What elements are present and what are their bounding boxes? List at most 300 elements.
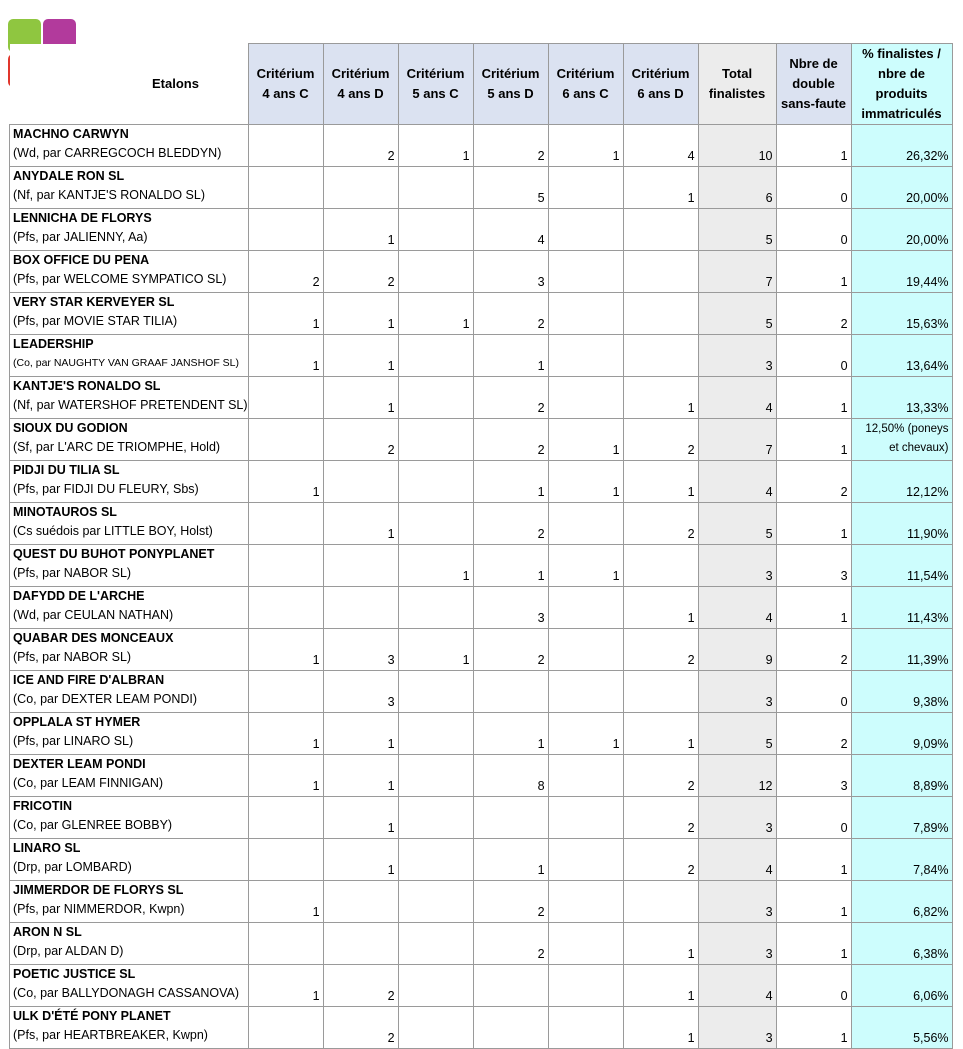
stallion-name: DAFYDD DE L'ARCHE bbox=[13, 589, 145, 603]
cell-double: 0 bbox=[776, 797, 851, 839]
cell-c6c: 1 bbox=[548, 419, 623, 461]
stallion-name: ULK D'ÉTÉ PONY PLANET bbox=[13, 1009, 171, 1023]
stallion-pedigree: (Wd, par CARREGCOCH BLEDDYN) bbox=[13, 146, 222, 160]
cell-c6d bbox=[623, 671, 698, 713]
table-row bbox=[10, 881, 953, 923]
cell-c4c: 1 bbox=[248, 629, 323, 671]
stallion-cell bbox=[10, 209, 249, 251]
stallion-pedigree: (Co, par DEXTER LEAM PONDI) bbox=[13, 692, 198, 706]
table-row bbox=[10, 293, 953, 335]
header-double-sans-faute: Nbre de double sans-faute bbox=[776, 44, 851, 125]
cell-c6c bbox=[548, 503, 623, 545]
cell-c5c bbox=[398, 965, 473, 1007]
table-row bbox=[10, 503, 953, 545]
stallion-cell bbox=[10, 503, 249, 545]
stallion-cell bbox=[10, 797, 249, 839]
cell-c6c bbox=[548, 797, 623, 839]
table-row bbox=[10, 461, 953, 503]
cell-total: 9 bbox=[698, 629, 776, 671]
cell-c4c bbox=[248, 671, 323, 713]
cell-double: 2 bbox=[776, 293, 851, 335]
cell-c6d: 1 bbox=[623, 923, 698, 965]
cell-total: 4 bbox=[698, 587, 776, 629]
cell-c5d: 5 bbox=[473, 167, 548, 209]
cell-c4d bbox=[323, 545, 398, 587]
stallion-name: LENNICHA DE FLORYS bbox=[13, 211, 152, 225]
cell-total: 3 bbox=[698, 545, 776, 587]
table-row bbox=[10, 335, 953, 377]
cell-pct-finalistes: 9,09% bbox=[851, 713, 952, 755]
cell-c4d: 1 bbox=[323, 209, 398, 251]
cell-total: 7 bbox=[698, 251, 776, 293]
stallion-name: ICE AND FIRE D'ALBRAN bbox=[13, 673, 165, 687]
cell-c5d: 2 bbox=[473, 503, 548, 545]
stallion-name: PIDJI DU TILIA SL bbox=[13, 463, 120, 477]
stallion-results-table bbox=[9, 43, 953, 1049]
stallion-cell bbox=[10, 125, 249, 167]
cell-c5c bbox=[398, 755, 473, 797]
cell-c6c bbox=[548, 167, 623, 209]
stallion-cell bbox=[10, 629, 249, 671]
stallion-pedigree: (Nf, par WATERSHOF PRETENDENT SL) bbox=[13, 398, 248, 412]
header-total-finalistes: Total finalistes bbox=[698, 44, 776, 125]
cell-c5d: 1 bbox=[473, 713, 548, 755]
cell-pct-finalistes bbox=[851, 419, 952, 461]
cell-c6c bbox=[548, 1007, 623, 1049]
table-row bbox=[10, 167, 953, 209]
header-criterium-5-ans-c: Critérium 5 ans C bbox=[398, 44, 473, 125]
table-row bbox=[10, 629, 953, 671]
cell-double: 1 bbox=[776, 839, 851, 881]
stallion-name: KANTJE'S RONALDO SL bbox=[13, 379, 161, 393]
stallion-pedigree: (Co, par GLENREE BOBBY) bbox=[13, 818, 173, 832]
cell-double: 1 bbox=[776, 923, 851, 965]
cell-c5d: 2 bbox=[473, 881, 548, 923]
cell-total: 4 bbox=[698, 965, 776, 1007]
cell-pct-finalistes: 13,64% bbox=[851, 335, 952, 377]
stallion-name: OPPLALA ST HYMER bbox=[13, 715, 141, 729]
table-row bbox=[10, 839, 953, 881]
header-criterium-6-ans-c: Critérium 6 ans C bbox=[548, 44, 623, 125]
stallion-pedigree: (Pfs, par NABOR SL) bbox=[13, 566, 132, 580]
table-row bbox=[10, 797, 953, 839]
cell-c4d: 1 bbox=[323, 713, 398, 755]
cell-pct-finalistes: 20,00% bbox=[851, 167, 952, 209]
cell-c4d: 3 bbox=[323, 629, 398, 671]
cell-c5c bbox=[398, 419, 473, 461]
cell-c5d: 2 bbox=[473, 377, 548, 419]
cell-c6d: 1 bbox=[623, 461, 698, 503]
cell-total: 5 bbox=[698, 209, 776, 251]
table-row bbox=[10, 1007, 953, 1049]
cell-c5d: 2 bbox=[473, 293, 548, 335]
cell-c5c bbox=[398, 839, 473, 881]
stallion-cell bbox=[10, 545, 249, 587]
cell-c5d: 4 bbox=[473, 209, 548, 251]
cell-total: 4 bbox=[698, 461, 776, 503]
cell-pct-finalistes: 6,82% bbox=[851, 881, 952, 923]
cell-total: 5 bbox=[698, 713, 776, 755]
cell-c6c: 1 bbox=[548, 461, 623, 503]
stallion-cell bbox=[10, 923, 249, 965]
cell-c4d bbox=[323, 461, 398, 503]
cell-c6c bbox=[548, 209, 623, 251]
cell-c4c bbox=[248, 587, 323, 629]
cell-double: 2 bbox=[776, 713, 851, 755]
cell-double: 0 bbox=[776, 965, 851, 1007]
cell-c4c: 1 bbox=[248, 335, 323, 377]
cell-total: 3 bbox=[698, 881, 776, 923]
stallion-pedigree: (Drp, par LOMBARD) bbox=[13, 860, 132, 874]
table-row bbox=[10, 671, 953, 713]
header-pct-finalistes: % finalistes / nbre de produits immatriculés bbox=[851, 44, 952, 125]
cell-c4c bbox=[248, 1007, 323, 1049]
cell-c5c bbox=[398, 209, 473, 251]
stallion-name: LINARO SL bbox=[13, 841, 81, 855]
cell-c6d: 1 bbox=[623, 1007, 698, 1049]
cell-c4d: 1 bbox=[323, 755, 398, 797]
pct-line-2: et chevaux) bbox=[889, 442, 949, 454]
header-row bbox=[10, 44, 953, 125]
stallion-pedigree: (Drp, par ALDAN D) bbox=[13, 944, 124, 958]
cell-pct-finalistes: 5,56% bbox=[851, 1007, 952, 1049]
stallion-pedigree: (Co, par BALLYDONAGH CASSANOVA) bbox=[13, 986, 239, 1000]
cell-pct-finalistes: 15,63% bbox=[851, 293, 952, 335]
header-criterium-4-ans-d: Critérium 4 ans D bbox=[323, 44, 398, 125]
cell-total: 3 bbox=[698, 335, 776, 377]
cell-c5d bbox=[473, 671, 548, 713]
cell-total: 3 bbox=[698, 671, 776, 713]
cell-c6d: 2 bbox=[623, 755, 698, 797]
stallion-name: POETIC JUSTICE SL bbox=[13, 967, 136, 981]
stallion-cell bbox=[10, 881, 249, 923]
cell-c5d: 2 bbox=[473, 125, 548, 167]
stallion-name: MINOTAUROS SL bbox=[13, 505, 117, 519]
cell-c6c bbox=[548, 755, 623, 797]
cell-pct-finalistes: 13,33% bbox=[851, 377, 952, 419]
stallion-cell bbox=[10, 671, 249, 713]
cell-c5d: 1 bbox=[473, 545, 548, 587]
stallion-name: BOX OFFICE DU PENA bbox=[13, 253, 150, 267]
stallion-name: QUABAR DES MONCEAUX bbox=[13, 631, 174, 645]
stallion-name: VERY STAR KERVEYER SL bbox=[13, 295, 175, 309]
stallion-cell bbox=[10, 839, 249, 881]
cell-c6c bbox=[548, 377, 623, 419]
cell-c4d: 1 bbox=[323, 797, 398, 839]
cell-c6c bbox=[548, 629, 623, 671]
cell-c6d bbox=[623, 251, 698, 293]
cell-pct-finalistes: 11,54% bbox=[851, 545, 952, 587]
stallion-pedigree: (Co, par LEAM FINNIGAN) bbox=[13, 776, 164, 790]
cell-c6c bbox=[548, 923, 623, 965]
cell-total: 10 bbox=[698, 125, 776, 167]
cell-c6d bbox=[623, 293, 698, 335]
cell-double: 2 bbox=[776, 461, 851, 503]
cell-c4c bbox=[248, 503, 323, 545]
cell-pct-finalistes: 26,32% bbox=[851, 125, 952, 167]
cell-pct-finalistes: 20,00% bbox=[851, 209, 952, 251]
stallion-name: FRICOTIN bbox=[13, 799, 73, 813]
cell-c6c bbox=[548, 251, 623, 293]
cell-c6d: 1 bbox=[623, 587, 698, 629]
table-row bbox=[10, 125, 953, 167]
cell-c4c: 1 bbox=[248, 755, 323, 797]
cell-double: 2 bbox=[776, 629, 851, 671]
stallion-pedigree: (Pfs, par MOVIE STAR TILIA) bbox=[13, 314, 178, 328]
cell-c5d: 2 bbox=[473, 419, 548, 461]
cell-c4c: 2 bbox=[248, 251, 323, 293]
cell-c5d: 2 bbox=[473, 923, 548, 965]
cell-c4c bbox=[248, 167, 323, 209]
stallion-pedigree: (Cs suédois par LITTLE BOY, Holst) bbox=[13, 524, 213, 538]
cell-total: 7 bbox=[698, 419, 776, 461]
cell-c6d: 1 bbox=[623, 167, 698, 209]
cell-c4d: 1 bbox=[323, 335, 398, 377]
cell-double: 0 bbox=[776, 335, 851, 377]
cell-c4d: 2 bbox=[323, 125, 398, 167]
cell-c6d: 2 bbox=[623, 503, 698, 545]
cell-c4d: 2 bbox=[323, 251, 398, 293]
cell-c5d: 3 bbox=[473, 251, 548, 293]
stallion-name: JIMMERDOR DE FLORYS SL bbox=[13, 883, 184, 897]
cell-c5c bbox=[398, 251, 473, 293]
table-row bbox=[10, 713, 953, 755]
table-row bbox=[10, 923, 953, 965]
stallion-pedigree: (Pfs, par NABOR SL) bbox=[13, 650, 132, 664]
header-criterium-6-ans-d: Critérium 6 ans D bbox=[623, 44, 698, 125]
cell-c4c bbox=[248, 797, 323, 839]
cell-c5d: 1 bbox=[473, 335, 548, 377]
cell-double: 1 bbox=[776, 377, 851, 419]
cell-c4d: 2 bbox=[323, 1007, 398, 1049]
table-row bbox=[10, 965, 953, 1007]
cell-c4d bbox=[323, 923, 398, 965]
cell-c5d: 1 bbox=[473, 461, 548, 503]
stallion-name: MACHNO CARWYN bbox=[13, 127, 129, 141]
cell-pct-finalistes: 11,90% bbox=[851, 503, 952, 545]
table-row bbox=[10, 251, 953, 293]
stallion-pedigree: (Nf, par KANTJE'S RONALDO SL) bbox=[13, 188, 206, 202]
cell-c6d bbox=[623, 335, 698, 377]
header-etalons: Etalons bbox=[10, 44, 249, 125]
table-row bbox=[10, 587, 953, 629]
cell-c4c: 1 bbox=[248, 461, 323, 503]
cell-double: 1 bbox=[776, 881, 851, 923]
cell-c4d bbox=[323, 587, 398, 629]
stallion-pedigree: (Pfs, par FIDJI DU FLEURY, Sbs) bbox=[13, 482, 199, 496]
cell-c4c bbox=[248, 923, 323, 965]
cell-c4c bbox=[248, 377, 323, 419]
cell-c4d: 1 bbox=[323, 293, 398, 335]
cell-c5c bbox=[398, 167, 473, 209]
cell-c6c bbox=[548, 293, 623, 335]
cell-c5c bbox=[398, 671, 473, 713]
cell-c5c bbox=[398, 1007, 473, 1049]
cell-c4c bbox=[248, 545, 323, 587]
cell-double: 0 bbox=[776, 167, 851, 209]
cell-c4c: 1 bbox=[248, 965, 323, 1007]
cell-c5c bbox=[398, 587, 473, 629]
cell-total: 3 bbox=[698, 1007, 776, 1049]
stallion-pedigree: (Pfs, par HEARTBREAKER, Kwpn) bbox=[13, 1028, 208, 1042]
cell-c6d bbox=[623, 209, 698, 251]
stallion-cell bbox=[10, 713, 249, 755]
cell-c4c bbox=[248, 125, 323, 167]
cell-total: 3 bbox=[698, 923, 776, 965]
cell-c6c bbox=[548, 839, 623, 881]
cell-c5c bbox=[398, 461, 473, 503]
cell-c5c bbox=[398, 377, 473, 419]
cell-c6d: 1 bbox=[623, 377, 698, 419]
stallion-cell bbox=[10, 167, 249, 209]
cell-c6d: 2 bbox=[623, 797, 698, 839]
stallion-pedigree: (Pfs, par LINARO SL) bbox=[13, 734, 134, 748]
cell-c5d: 2 bbox=[473, 629, 548, 671]
cell-c4c bbox=[248, 209, 323, 251]
stallion-pedigree: (Pfs, par NIMMERDOR, Kwpn) bbox=[13, 902, 185, 916]
cell-double: 1 bbox=[776, 503, 851, 545]
cell-c5c: 1 bbox=[398, 545, 473, 587]
stallion-name: ARON N SL bbox=[13, 925, 82, 939]
cell-pct-finalistes: 12,12% bbox=[851, 461, 952, 503]
cell-c5c: 1 bbox=[398, 125, 473, 167]
cell-c6d bbox=[623, 545, 698, 587]
cell-c5c: 1 bbox=[398, 629, 473, 671]
cell-c4d: 1 bbox=[323, 503, 398, 545]
cell-double: 1 bbox=[776, 251, 851, 293]
cell-total: 6 bbox=[698, 167, 776, 209]
stallion-cell bbox=[10, 965, 249, 1007]
header-criterium-4-ans-c: Critérium 4 ans C bbox=[248, 44, 323, 125]
cell-c6d: 1 bbox=[623, 965, 698, 1007]
cell-pct-finalistes: 11,39% bbox=[851, 629, 952, 671]
cell-c4d: 1 bbox=[323, 377, 398, 419]
stallion-pedigree: (Wd, par CEULAN NATHAN) bbox=[13, 608, 174, 622]
cell-c6c bbox=[548, 965, 623, 1007]
stallion-name: DEXTER LEAM PONDI bbox=[13, 757, 146, 771]
table-row bbox=[10, 419, 953, 461]
cell-c4d bbox=[323, 881, 398, 923]
cell-c6d: 2 bbox=[623, 419, 698, 461]
cell-total: 5 bbox=[698, 503, 776, 545]
stallion-pedigree: (Pfs, par JALIENNY, Aa) bbox=[13, 230, 148, 244]
cell-c4d: 1 bbox=[323, 839, 398, 881]
cell-pct-finalistes: 6,38% bbox=[851, 923, 952, 965]
cell-pct-finalistes: 7,89% bbox=[851, 797, 952, 839]
cell-c6c: 1 bbox=[548, 125, 623, 167]
table-row bbox=[10, 209, 953, 251]
stallion-name: QUEST DU BUHOT PONYPLANET bbox=[13, 547, 215, 561]
cell-c6d bbox=[623, 881, 698, 923]
cell-c5c bbox=[398, 503, 473, 545]
cell-c6d: 2 bbox=[623, 839, 698, 881]
cell-c4c: 1 bbox=[248, 293, 323, 335]
table-row bbox=[10, 377, 953, 419]
cell-pct-finalistes: 11,43% bbox=[851, 587, 952, 629]
cell-total: 3 bbox=[698, 797, 776, 839]
stallion-cell bbox=[10, 419, 249, 461]
cell-c4c bbox=[248, 419, 323, 461]
cell-double: 3 bbox=[776, 545, 851, 587]
table-row bbox=[10, 545, 953, 587]
cell-total: 12 bbox=[698, 755, 776, 797]
table-row bbox=[10, 755, 953, 797]
cell-c5c bbox=[398, 713, 473, 755]
cell-c5d: 3 bbox=[473, 587, 548, 629]
pct-line-1: 12,50% (poneys bbox=[865, 423, 949, 435]
cell-c6c bbox=[548, 671, 623, 713]
stallion-name: SIOUX DU GODION bbox=[13, 421, 128, 435]
cell-double: 0 bbox=[776, 209, 851, 251]
cell-c4d: 2 bbox=[323, 419, 398, 461]
cell-double: 1 bbox=[776, 125, 851, 167]
stallion-name: LEADERSHIP bbox=[13, 337, 94, 351]
cell-c6c: 1 bbox=[548, 713, 623, 755]
cell-pct-finalistes: 8,89% bbox=[851, 755, 952, 797]
cell-c5d bbox=[473, 965, 548, 1007]
cell-c4d bbox=[323, 167, 398, 209]
cell-c4c: 1 bbox=[248, 713, 323, 755]
cell-c4d: 3 bbox=[323, 671, 398, 713]
stallion-cell bbox=[10, 755, 249, 797]
cell-c5c bbox=[398, 335, 473, 377]
cell-double: 3 bbox=[776, 755, 851, 797]
cell-c4c: 1 bbox=[248, 881, 323, 923]
cell-pct-finalistes: 6,06% bbox=[851, 965, 952, 1007]
cell-pct-finalistes: 7,84% bbox=[851, 839, 952, 881]
cell-c6c: 1 bbox=[548, 545, 623, 587]
cell-double: 1 bbox=[776, 587, 851, 629]
stallion-pedigree: (Sf, par L'ARC DE TRIOMPHE, Hold) bbox=[13, 440, 221, 454]
stallion-pedigree: (Co, par NAUGHTY VAN GRAAF JANSHOF SL) bbox=[13, 357, 239, 369]
cell-double: 1 bbox=[776, 1007, 851, 1049]
cell-total: 5 bbox=[698, 293, 776, 335]
cell-c6d: 1 bbox=[623, 713, 698, 755]
stallion-cell bbox=[10, 377, 249, 419]
stallion-pedigree: (Pfs, par WELCOME SYMPATICO SL) bbox=[13, 272, 227, 286]
cell-c5c: 1 bbox=[398, 293, 473, 335]
stallion-name: ANYDALE RON SL bbox=[13, 169, 125, 183]
stallion-cell bbox=[10, 335, 249, 377]
stallion-cell bbox=[10, 461, 249, 503]
cell-double: 1 bbox=[776, 419, 851, 461]
cell-c5d bbox=[473, 1007, 548, 1049]
cell-c6c bbox=[548, 335, 623, 377]
cell-c5c bbox=[398, 797, 473, 839]
stallion-cell bbox=[10, 251, 249, 293]
cell-pct-finalistes: 19,44% bbox=[851, 251, 952, 293]
cell-c6c bbox=[548, 881, 623, 923]
cell-c6d: 4 bbox=[623, 125, 698, 167]
cell-c5c bbox=[398, 881, 473, 923]
stallion-cell bbox=[10, 293, 249, 335]
cell-pct-finalistes: 9,38% bbox=[851, 671, 952, 713]
cell-c5d bbox=[473, 797, 548, 839]
cell-total: 4 bbox=[698, 377, 776, 419]
cell-c6d: 2 bbox=[623, 629, 698, 671]
cell-total: 4 bbox=[698, 839, 776, 881]
cell-c5d: 8 bbox=[473, 755, 548, 797]
header-criterium-5-ans-d: Critérium 5 ans D bbox=[473, 44, 548, 125]
cell-c4c bbox=[248, 839, 323, 881]
cell-c5c bbox=[398, 923, 473, 965]
cell-c4d: 2 bbox=[323, 965, 398, 1007]
stallion-cell bbox=[10, 1007, 249, 1049]
cell-c6c bbox=[548, 587, 623, 629]
cell-double: 0 bbox=[776, 671, 851, 713]
stallion-cell bbox=[10, 587, 249, 629]
cell-c5d: 1 bbox=[473, 839, 548, 881]
